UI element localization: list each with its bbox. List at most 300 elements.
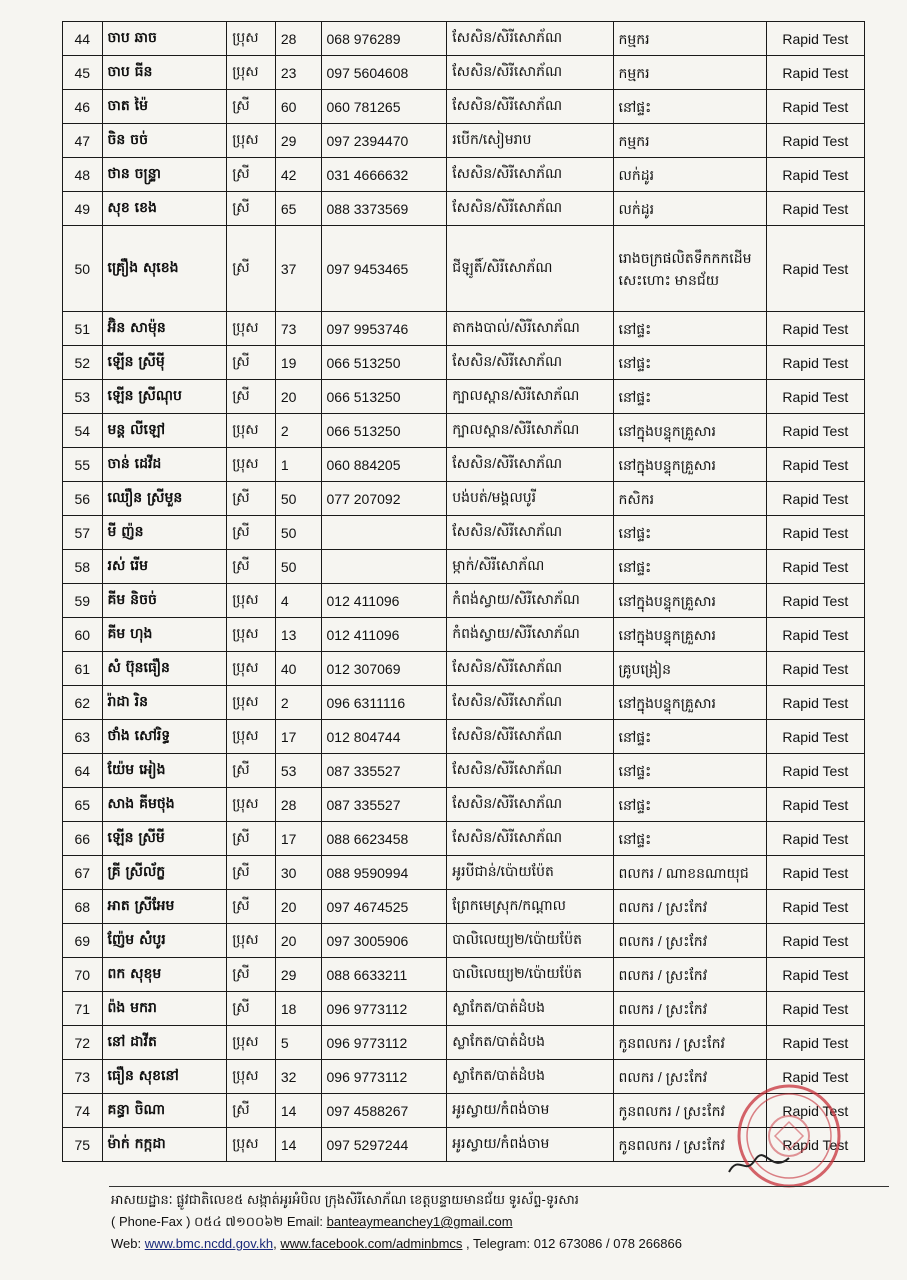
row-number: 54 (63, 414, 103, 448)
sex-cell: ស្រី (227, 516, 276, 550)
footer-web (111, 1233, 891, 1255)
person-name: មន្ត លីឡៅ (102, 414, 227, 448)
table-row (63, 992, 865, 1026)
row-number: 64 (63, 754, 103, 788)
sex-cell: ស្រី (227, 1094, 276, 1128)
row-number: 51 (63, 312, 103, 346)
sex-cell: ស្រី (227, 856, 276, 890)
phone-cell: 097 4674525 (321, 890, 447, 924)
sex-cell: ប្រុស (227, 1060, 276, 1094)
age-cell: 14 (275, 1128, 321, 1162)
table-row (63, 754, 865, 788)
address-cell: ជីឡូតិ៍/សិរីសោភ័ណ (447, 226, 613, 312)
sex-cell: ប្រុស (227, 124, 276, 158)
signature (725, 1150, 795, 1180)
phone-cell: 066 513250 (321, 414, 447, 448)
person-name: មី ញ៉ន (102, 516, 227, 550)
occupation-cell: នៅផ្ទះ (613, 312, 766, 346)
phone-cell: 088 6633211 (321, 958, 447, 992)
phone-cell: 096 9773112 (321, 1060, 447, 1094)
row-number: 57 (63, 516, 103, 550)
phone-cell: 097 9453465 (321, 226, 447, 312)
address-cell: អូរបីជាន់/ប៉ោយប៉ែត (447, 856, 613, 890)
table-row (63, 958, 865, 992)
address-cell: អូរស្វាយ/កំពង់ចាម (447, 1094, 613, 1128)
table-row (63, 90, 865, 124)
footer-facebook-link[interactable]: www.facebook.com/adminbmcs (280, 1236, 463, 1251)
test-type-cell: Rapid Test (766, 754, 864, 788)
address-cell: ស្លាកែត/បាត់ដំបង (447, 1026, 613, 1060)
age-cell: 29 (275, 124, 321, 158)
row-number: 52 (63, 346, 103, 380)
age-cell: 14 (275, 1094, 321, 1128)
person-name: ធឿន សុខនៅ (102, 1060, 227, 1094)
test-type-cell: Rapid Test (766, 822, 864, 856)
age-cell: 4 (275, 584, 321, 618)
table-row (63, 890, 865, 924)
phone-cell: 066 513250 (321, 380, 447, 414)
address-cell: សែសិន/សិរីសោភ័ណ (447, 22, 613, 56)
age-cell: 2 (275, 414, 321, 448)
sex-cell: ប្រុស (227, 448, 276, 482)
sex-cell: ប្រុស (227, 22, 276, 56)
row-number: 69 (63, 924, 103, 958)
row-number: 48 (63, 158, 103, 192)
sex-cell: ប្រុស (227, 312, 276, 346)
person-name: ឡើន ស្រីណុប (102, 380, 227, 414)
sex-cell: ប្រុស (227, 618, 276, 652)
row-number: 59 (63, 584, 103, 618)
footer-facebook-separator: , (273, 1236, 281, 1251)
occupation-cell: ពលករ / ស្រះកែវ (613, 992, 766, 1026)
test-type-cell: Rapid Test (766, 1094, 864, 1128)
person-name: ថាន ចន្ទ្រា (102, 158, 227, 192)
person-name: នៅ ដាវីត (102, 1026, 227, 1060)
test-type-cell: Rapid Test (766, 890, 864, 924)
row-number: 49 (63, 192, 103, 226)
sex-cell: ស្រី (227, 226, 276, 312)
occupation-cell: នៅក្នុងបន្ទុកគ្រួសារ (613, 414, 766, 448)
address-cell: សែសិន/សិរីសោភ័ណ (447, 448, 613, 482)
phone-cell: 097 4588267 (321, 1094, 447, 1128)
occupation-cell: នៅក្នុងបន្ទុកគ្រួសារ (613, 584, 766, 618)
test-type-cell: Rapid Test (766, 550, 864, 584)
phone-cell: 087 335527 (321, 788, 447, 822)
phone-cell: 066 513250 (321, 346, 447, 380)
test-type-cell: Rapid Test (766, 482, 864, 516)
occupation-cell: កសិករ (613, 482, 766, 516)
phone-cell: 097 5297244 (321, 1128, 447, 1162)
phone-cell: 031 4666632 (321, 158, 447, 192)
test-type-cell: Rapid Test (766, 380, 864, 414)
occupation-cell: នៅផ្ទះ (613, 380, 766, 414)
address-cell: សែសិន/សិរីសោភ័ណ (447, 90, 613, 124)
person-name: ឡើន ស្រីមុី (102, 346, 227, 380)
table-row (63, 312, 865, 346)
person-name: រស់ រើម (102, 550, 227, 584)
occupation-cell: ពលករ / ស្រះកែវ (613, 890, 766, 924)
footer (111, 1189, 891, 1255)
address-cell: ស្លាកែត/បាត់ដំបង (447, 992, 613, 1026)
table-row (63, 482, 865, 516)
occupation-cell: កូនពលករ / ស្រះកែវ (613, 1094, 766, 1128)
sex-cell: ស្រី (227, 992, 276, 1026)
row-number: 70 (63, 958, 103, 992)
table-row (63, 56, 865, 90)
age-cell: 17 (275, 720, 321, 754)
age-cell: 13 (275, 618, 321, 652)
row-number: 72 (63, 1026, 103, 1060)
row-number: 74 (63, 1094, 103, 1128)
address-cell: បង់បត់/មង្គលបូរី (447, 482, 613, 516)
sex-cell: ស្រី (227, 346, 276, 380)
phone-cell: 088 6623458 (321, 822, 447, 856)
sex-cell: ប្រុស (227, 924, 276, 958)
test-type-cell: Rapid Test (766, 90, 864, 124)
occupation-cell: កម្មករ (613, 22, 766, 56)
test-type-cell: Rapid Test (766, 516, 864, 550)
address-cell: សែសិន/សិរីសោភ័ណ (447, 720, 613, 754)
test-type-cell: Rapid Test (766, 414, 864, 448)
address-cell: សែសិន/សិរីសោភ័ណ (447, 516, 613, 550)
sex-cell: ប្រុស (227, 414, 276, 448)
table-row (63, 158, 865, 192)
occupation-cell: ពលករ / ណាខនណាយុជ (613, 856, 766, 890)
person-name: សាង គីមថុង (102, 788, 227, 822)
occupation-cell: នៅផ្ទះ (613, 346, 766, 380)
phone-cell (321, 516, 447, 550)
address-cell: របើក/សៀមរាប (447, 124, 613, 158)
row-number: 44 (63, 22, 103, 56)
age-cell: 37 (275, 226, 321, 312)
person-name: សុខ ខេង (102, 192, 227, 226)
person-name: ពក សុខុម (102, 958, 227, 992)
occupation-cell: នៅផ្ទះ (613, 90, 766, 124)
age-cell: 20 (275, 380, 321, 414)
table-row (63, 924, 865, 958)
person-name: គន្ធា ចិណា (102, 1094, 227, 1128)
phone-cell (321, 550, 447, 584)
address-cell: សែសិន/សិរីសោភ័ណ (447, 822, 613, 856)
person-name: គ្រី ស្រីល័ក្ខ (102, 856, 227, 890)
address-cell: បាលិលេយ្យ២/ប៉ោយប៉ែត (447, 958, 613, 992)
address-cell: សែសិន/សិរីសោភ័ណ (447, 652, 613, 686)
row-number: 73 (63, 1060, 103, 1094)
footer-contact (111, 1211, 891, 1233)
age-cell: 40 (275, 652, 321, 686)
test-type-cell: Rapid Test (766, 992, 864, 1026)
table-row (63, 516, 865, 550)
row-number: 56 (63, 482, 103, 516)
row-number: 65 (63, 788, 103, 822)
test-type-cell: Rapid Test (766, 124, 864, 158)
age-cell: 30 (275, 856, 321, 890)
row-number: 60 (63, 618, 103, 652)
test-type-cell: Rapid Test (766, 618, 864, 652)
row-number: 66 (63, 822, 103, 856)
person-name: ចិន ចច់ (102, 124, 227, 158)
person-name: គ្រឿង សុខេង (102, 226, 227, 312)
sex-cell: ស្រី (227, 482, 276, 516)
person-name: សំ ប៊ុនធឿន (102, 652, 227, 686)
age-cell: 29 (275, 958, 321, 992)
occupation-cell: លក់ដូរ (613, 158, 766, 192)
phone-cell: 088 9590994 (321, 856, 447, 890)
sex-cell: ស្រី (227, 192, 276, 226)
address-cell: កំពង់ស្វាយ/សិរីសោភ័ណ (447, 618, 613, 652)
row-number: 61 (63, 652, 103, 686)
phone-cell: 097 3005906 (321, 924, 447, 958)
occupation-cell: នៅក្នុងបន្ទុកគ្រួសារ (613, 618, 766, 652)
sex-cell: ស្រី (227, 550, 276, 584)
phone-cell: 012 804744 (321, 720, 447, 754)
address-cell: តាកងបាល់/សិរីសោភ័ណ (447, 312, 613, 346)
test-type-cell: Rapid Test (766, 856, 864, 890)
footer-address: អាសយដ្ឋានៈ ផ្លូវជាតិលេខ៥ សង្កាត់អូរអំបិល ក្រុងសិរីសោភ័ណ ខេត្តបន្ទាយមានជ័យ ទូរស័ព្ទ-ទូរសារ (111, 1192, 579, 1207)
person-name: អ៊ិន សាម៉ុន (102, 312, 227, 346)
phone-cell: 012 411096 (321, 584, 447, 618)
row-number: 55 (63, 448, 103, 482)
address-cell: សែសិន/សិរីសោភ័ណ (447, 192, 613, 226)
person-name: អាត ស្រីអែម (102, 890, 227, 924)
age-cell: 73 (275, 312, 321, 346)
address-cell: សែសិន/សិរីសោភ័ណ (447, 56, 613, 90)
occupation-cell: នៅផ្ទះ (613, 754, 766, 788)
occupation-cell: គ្រូបង្រៀន (613, 652, 766, 686)
sex-cell: ស្រី (227, 958, 276, 992)
occupation-cell: នៅផ្ទះ (613, 550, 766, 584)
test-type-cell: Rapid Test (766, 346, 864, 380)
occupation-cell: នៅក្នុងបន្ទុកគ្រួសារ (613, 448, 766, 482)
age-cell: 2 (275, 686, 321, 720)
sex-cell: ប្រុស (227, 652, 276, 686)
phone-cell: 068 976289 (321, 22, 447, 56)
table-row (63, 788, 865, 822)
age-cell: 1 (275, 448, 321, 482)
occupation-cell: កម្មករ (613, 56, 766, 90)
sex-cell: ប្រុស (227, 56, 276, 90)
sex-cell: ប្រុស (227, 720, 276, 754)
test-type-cell: Rapid Test (766, 226, 864, 312)
table-row (63, 652, 865, 686)
age-cell: 23 (275, 56, 321, 90)
test-type-cell: Rapid Test (766, 158, 864, 192)
occupation-cell: នៅក្នុងបន្ទុកគ្រួសារ (613, 686, 766, 720)
test-type-cell: Rapid Test (766, 584, 864, 618)
sex-cell: ស្រី (227, 90, 276, 124)
row-number: 46 (63, 90, 103, 124)
sex-cell: ស្រី (227, 158, 276, 192)
address-cell: សែសិន/សិរីសោភ័ណ (447, 158, 613, 192)
test-type-cell: Rapid Test (766, 686, 864, 720)
test-type-cell: Rapid Test (766, 312, 864, 346)
age-cell: 17 (275, 822, 321, 856)
occupation-cell: លក់ដូរ (613, 192, 766, 226)
sex-cell: ស្រី (227, 822, 276, 856)
phone-cell: 096 9773112 (321, 992, 447, 1026)
occupation-cell: កូនពលករ / ស្រះកែវ (613, 1128, 766, 1162)
phone-cell: 096 6311116 (321, 686, 447, 720)
person-name: ញ៉ែម សំបូរ (102, 924, 227, 958)
age-cell: 20 (275, 890, 321, 924)
person-name: ឡើន ស្រីមី (102, 822, 227, 856)
test-type-cell: Rapid Test (766, 1026, 864, 1060)
footer-email-link[interactable]: banteaymeanchey1@gmail.com (326, 1214, 513, 1229)
footer-telegram: , Telegram: 012 673086 / 078 266866 (466, 1236, 682, 1251)
table-row (63, 618, 865, 652)
table-row (63, 346, 865, 380)
sex-cell: ប្រុស (227, 1128, 276, 1162)
occupation-cell: នៅផ្ទះ (613, 788, 766, 822)
test-type-cell: Rapid Test (766, 652, 864, 686)
table-row (63, 856, 865, 890)
address-cell: ក្បាលស្ពាន/សិរីសោភ័ណ (447, 380, 613, 414)
row-number: 67 (63, 856, 103, 890)
footer-website-link[interactable]: www.bmc.ncdd.gov.kh (144, 1236, 274, 1251)
person-name: ចាត ម៉ៃ (102, 90, 227, 124)
person-name: គីម ហុង (102, 618, 227, 652)
test-type-cell: Rapid Test (766, 448, 864, 482)
person-name: ចាន់ ដេវីដ (102, 448, 227, 482)
table-row (63, 720, 865, 754)
address-cell: ម្កាក់/សិរីសោភ័ណ (447, 550, 613, 584)
footer-web-label: Web: (111, 1236, 142, 1251)
table-row (63, 584, 865, 618)
row-number: 50 (63, 226, 103, 312)
occupation-cell: ពលករ / ស្រះកែវ (613, 1060, 766, 1094)
sex-cell: ប្រុស (227, 1026, 276, 1060)
footer-phone-fax: ( Phone-Fax ) ០៥៤ ៧១០០៦២ (111, 1214, 284, 1229)
table-row (63, 192, 865, 226)
table-row (63, 124, 865, 158)
test-type-cell: Rapid Test (766, 22, 864, 56)
test-type-cell: Rapid Test (766, 192, 864, 226)
occupation-cell: ពលករ / ស្រះកែវ (613, 924, 766, 958)
test-type-cell: Rapid Test (766, 924, 864, 958)
test-type-cell: Rapid Test (766, 1128, 864, 1162)
phone-cell: 097 5604608 (321, 56, 447, 90)
age-cell: 5 (275, 1026, 321, 1060)
table-row (63, 448, 865, 482)
address-cell: សែសិន/សិរីសោភ័ណ (447, 788, 613, 822)
age-cell: 53 (275, 754, 321, 788)
phone-cell: 012 307069 (321, 652, 447, 686)
address-cell: បាលិលេយ្យ២/ប៉ោយប៉ែត (447, 924, 613, 958)
occupation-cell: ពលករ / ស្រះកែវ (613, 958, 766, 992)
age-cell: 65 (275, 192, 321, 226)
occupation-cell: នៅផ្ទះ (613, 822, 766, 856)
phone-cell: 096 9773112 (321, 1026, 447, 1060)
row-number: 58 (63, 550, 103, 584)
row-number: 63 (63, 720, 103, 754)
occupation-cell: នៅផ្ទះ (613, 720, 766, 754)
sex-cell: ស្រី (227, 380, 276, 414)
sex-cell: ស្រី (227, 890, 276, 924)
person-name: ថាំង សៅរិទ្ធ (102, 720, 227, 754)
table-row (63, 1026, 865, 1060)
address-cell: សែសិន/សិរីសោភ័ណ (447, 346, 613, 380)
phone-cell: 097 2394470 (321, 124, 447, 158)
occupation-cell: នៅផ្ទះ (613, 516, 766, 550)
age-cell: 28 (275, 788, 321, 822)
person-name: រ៉ាដា រិន (102, 686, 227, 720)
footer-divider (109, 1186, 889, 1187)
row-number: 45 (63, 56, 103, 90)
phone-cell: 012 411096 (321, 618, 447, 652)
table-row (63, 550, 865, 584)
address-cell: ក្បាលស្ពាន/សិរីសោភ័ណ (447, 414, 613, 448)
test-type-cell: Rapid Test (766, 958, 864, 992)
sex-cell: ប្រុស (227, 584, 276, 618)
age-cell: 50 (275, 482, 321, 516)
occupation-cell: កម្មករ (613, 124, 766, 158)
phone-cell: 077 207092 (321, 482, 447, 516)
age-cell: 19 (275, 346, 321, 380)
age-cell: 18 (275, 992, 321, 1026)
person-name: ម៉ាក់ កក្កដា (102, 1128, 227, 1162)
table-row (63, 226, 865, 312)
phone-cell: 060 781265 (321, 90, 447, 124)
row-number: 75 (63, 1128, 103, 1162)
test-type-cell: Rapid Test (766, 720, 864, 754)
sex-cell: ប្រុស (227, 788, 276, 822)
age-cell: 60 (275, 90, 321, 124)
address-cell: សែសិន/សិរីសោភ័ណ (447, 686, 613, 720)
phone-cell: 088 3373569 (321, 192, 447, 226)
age-cell: 28 (275, 22, 321, 56)
table-row (63, 414, 865, 448)
table-row (63, 380, 865, 414)
test-type-cell: Rapid Test (766, 1060, 864, 1094)
address-cell: ព្រែកមេស្រុក/កណ្ដាល (447, 890, 613, 924)
row-number: 68 (63, 890, 103, 924)
sex-cell: ប្រុស (227, 686, 276, 720)
address-cell: សែសិន/សិរីសោភ័ណ (447, 754, 613, 788)
age-cell: 32 (275, 1060, 321, 1094)
table-row (63, 22, 865, 56)
footer-email-label: Email: (286, 1214, 324, 1229)
roster-table (62, 21, 865, 1162)
age-cell: 20 (275, 924, 321, 958)
row-number: 71 (63, 992, 103, 1026)
phone-cell: 060 884205 (321, 448, 447, 482)
person-name: យ៉ែម អៀង (102, 754, 227, 788)
phone-cell: 097 9953746 (321, 312, 447, 346)
occupation-cell: រោងចក្រផលិតទឹកកកដើម សេះហោះ មានជ័យ (613, 226, 766, 312)
person-name: ចាប ឆាច (102, 22, 227, 56)
table-row (63, 686, 865, 720)
row-number: 53 (63, 380, 103, 414)
age-cell: 50 (275, 516, 321, 550)
person-name: ចាប ធីន (102, 56, 227, 90)
address-cell: កំពង់ស្វាយ/សិរីសោភ័ណ (447, 584, 613, 618)
person-name: ព៉ង មករា (102, 992, 227, 1026)
address-cell: ស្លាកែត/បាត់ដំបង (447, 1060, 613, 1094)
address-cell: អូរស្វាយ/កំពង់ចាម (447, 1128, 613, 1162)
row-number: 62 (63, 686, 103, 720)
occupation-cell: កូនពលករ / ស្រះកែវ (613, 1026, 766, 1060)
row-number: 47 (63, 124, 103, 158)
table-row (63, 822, 865, 856)
sex-cell: ស្រី (227, 754, 276, 788)
test-type-cell: Rapid Test (766, 56, 864, 90)
phone-cell: 087 335527 (321, 754, 447, 788)
test-type-cell: Rapid Test (766, 788, 864, 822)
age-cell: 42 (275, 158, 321, 192)
person-name: ឈឿន ស្រីមួន (102, 482, 227, 516)
age-cell: 50 (275, 550, 321, 584)
person-name: គីម និចច់ (102, 584, 227, 618)
